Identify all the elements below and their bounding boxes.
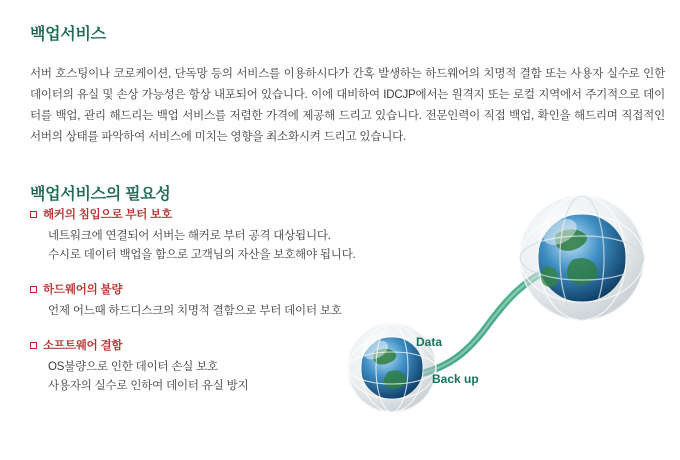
- square-bullet-icon: [30, 342, 37, 349]
- globe-large-icon: [520, 196, 644, 320]
- list-item-line: 수시로 데이터 백업을 함으로 고객님의 자산을 보호해야 됩니다.: [48, 249, 356, 261]
- section-title-necessity: 백업서비스의 필요성: [30, 186, 171, 204]
- globe-network-illustration: [320, 190, 680, 420]
- label-backup: Back up: [432, 372, 479, 386]
- page-title: 백업서비스: [30, 25, 106, 43]
- list-item-line: 사용자의 실수로 인하여 데이터 유실 방지: [48, 380, 249, 392]
- list-item-line: 네트워크에 연결되어 서버는 해커로 부터 공격 대상됩니다.: [48, 230, 331, 242]
- list-item-title: 하드웨어의 불량: [43, 284, 123, 296]
- intro-paragraph: 서버 호스팅이나 코로케이션, 단독망 등의 서비스를 이용하시다가 간혹 발생하는 하드웨어의 치명적 결함 또는 사용자 실수로 인한 데이터의 유실 및 손상 가능성은 항상 내포되어 있습니다. 이에 대비하여 IDCJP에서는 원격지 또는 로컬 지역에서 주기적으로 데이터를 백업, 관리 해드리는 백업 서비스를 저렴한 가격에 제공해 드리고 있습니다. 전문인력이 직접 백업, 확인을 해드리며 직접적인 서버의 상태를 파악하여 서비스에 미치는 영향을 최소화시켜 드리고 있습니다.: [30, 67, 665, 143]
- square-bullet-icon: [30, 286, 37, 293]
- list-item-title: 해커의 침입으로 부터 보호: [43, 209, 172, 221]
- list-item-line: OS불량으로 인한 데이터 손실 보호: [48, 361, 219, 373]
- list-item-line: 언제 어느때 하드디스크의 치명적 결함으로 부터 데이터 보호: [48, 305, 342, 317]
- square-bullet-icon: [30, 211, 37, 218]
- label-data: Data: [416, 335, 443, 349]
- globes-svg: [320, 190, 680, 420]
- list-item-title: 소프트웨어 결함: [43, 340, 123, 352]
